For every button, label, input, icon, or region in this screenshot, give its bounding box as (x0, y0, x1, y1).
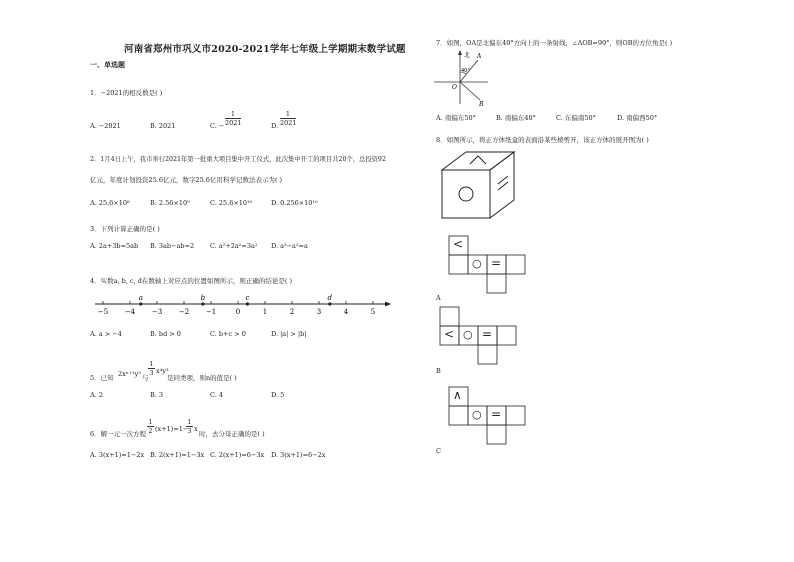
q4-option-b[interactable]: B. bd > 0 (150, 330, 181, 338)
q6-option-b[interactable]: B. 2(x+1)=1−3x (150, 451, 205, 459)
point-a-label: A (477, 53, 482, 60)
net-a-eq-symbol: = (491, 256, 502, 270)
number-line-tick-label: 3 (316, 308, 322, 316)
q6-f2-denominator: 3 (187, 427, 192, 435)
q1-d-numerator: 1 (280, 110, 296, 119)
q7-stem: 7．如图，OA是北偏东40°方向上的一条射线，∠AOB=90°，则OB的方位角是( ) (436, 39, 673, 47)
point-o-label: O (452, 84, 457, 91)
cube-front-face (442, 170, 490, 218)
q6-stem-pre: 6．解一元一次方程 (90, 430, 147, 438)
net-b-eq-symbol: = (482, 327, 493, 341)
number-line-point-label: d (327, 294, 333, 302)
q5-term2-rest: x⁴y³ (156, 367, 169, 375)
q1-option-d-prefix[interactable]: D. (271, 122, 279, 130)
q1-d-denominator: 2021 (280, 119, 297, 127)
q3-option-d[interactable]: D. a³−a²=a (271, 242, 308, 250)
section-heading: 一、单选题 (90, 60, 125, 69)
q3-option-a[interactable]: A. 2a+3b=5ab (90, 242, 139, 250)
q3-stem: 3．下列计算正确的是( ) (90, 225, 160, 233)
q5-term2-numerator: 1 (149, 360, 154, 368)
q5-option-b[interactable]: B. 3 (150, 391, 164, 399)
q5-option-c[interactable]: C. 4 (210, 391, 224, 399)
q8-cube-figure (440, 150, 530, 230)
q6-option-d[interactable]: D. 3(x+1)=6−2x (271, 451, 326, 459)
q7-option-b[interactable]: B. 南偏东40° (496, 114, 536, 122)
north-arrow-icon (458, 50, 462, 55)
q5-term1: 2xⁿ⁺¹y³ (118, 370, 141, 378)
q5-mid: 与 (142, 374, 149, 382)
number-line-tick-label: 2 (289, 308, 295, 316)
q1-option-b[interactable]: B. 2021 (150, 122, 176, 130)
number-line-tick-label: −3 (151, 308, 163, 316)
q7-direction-figure (430, 48, 500, 108)
number-line-tick-label: −4 (124, 308, 136, 316)
q4-option-d[interactable]: D. |a| > |b| (271, 330, 307, 338)
q5-option-a[interactable]: A. 2 (90, 391, 103, 399)
q2-stem-line2: 亿元，年度计划投资25.6亿元，数字25.6亿用科学记数法表示为( ) (90, 176, 283, 184)
q2-option-c[interactable]: C. 25.6×10¹⁰ (210, 199, 253, 207)
q5-stem-pre: 5．已知 (90, 374, 114, 382)
q6-f1-numerator: 1 (148, 418, 153, 426)
number-line-tick-label: 5 (370, 308, 376, 316)
point-b-label: B (479, 101, 484, 108)
angle-label: 40° (461, 68, 470, 74)
number-line-tick-label: −2 (178, 308, 190, 316)
north-label: 北 (464, 52, 471, 59)
q3-option-b[interactable]: B. 3ab−ab=2 (150, 242, 195, 250)
q2-option-a[interactable]: A. 25.6×10⁸ (90, 199, 130, 207)
net-a-circle-icon: ○ (472, 257, 482, 270)
number-line-point (201, 302, 204, 305)
q7-option-c[interactable]: C. 东偏南50° (556, 114, 596, 122)
number-line-tick-label: −1 (205, 308, 217, 316)
q2-stem-line1: 2．1月4日上午，我市举行2021年第一批重大项目集中开工仪式，此次集中开工的项目共20个，总投资92 (90, 156, 386, 163)
q8-option-c-label[interactable]: C (436, 447, 441, 455)
number-line-tick-label: −5 (97, 308, 109, 316)
q3-option-c[interactable]: C. a²+2a²=3a² (210, 242, 258, 250)
q6-equation-mid: (x+1)=1− (155, 425, 189, 433)
net-a-lt-symbol: < (453, 237, 464, 251)
number-line-point (328, 302, 331, 305)
q6-fraction-1 (147, 418, 154, 435)
q8-stem: 8．如图所示，将正方体纸盒的表面沿某些棱剪开，该正方体的展开图为( ) (436, 136, 649, 144)
q1-option-c-fraction (225, 110, 241, 127)
q1-stem: 1．−2021的相反数是( ) (90, 89, 163, 97)
net-b-circle-icon: ○ (463, 328, 473, 341)
q5-term2-fraction (148, 360, 155, 377)
cube-right-face (490, 152, 514, 218)
cube-top-face (442, 152, 514, 170)
q1-option-c-prefix[interactable]: C. − (210, 122, 225, 130)
q6-f2-numerator: 1 (187, 418, 192, 426)
net-b-lt-symbol: < (444, 327, 455, 341)
number-line-point (139, 302, 142, 305)
q1-option-d-fraction (280, 110, 296, 127)
q1-option-a[interactable]: A. −2021 (90, 122, 121, 130)
cube-front-circle-icon (459, 187, 473, 201)
q4-option-c[interactable]: C. b+c > 0 (210, 330, 246, 338)
q6-stem-post: 时，去分母正确的是( ) (199, 430, 265, 438)
q1-c-numerator: 1 (225, 110, 241, 119)
q6-fraction-2 (186, 418, 193, 435)
q6-option-c[interactable]: C. 2(x+1)=6−3x (210, 451, 265, 459)
q5-term2-denominator: 3 (149, 369, 154, 377)
number-line-point (246, 302, 249, 305)
number-line-tick-label: 4 (343, 308, 349, 316)
number-line-point-label: a (138, 294, 143, 302)
page-title: 河南省郑州市巩义市2020-2021学年七年级上学期期末数学试题 (124, 44, 406, 55)
ray-ob (460, 82, 480, 100)
number-line-point-label: c (245, 294, 250, 302)
net-c-circle-icon: ○ (472, 408, 482, 421)
q6-equation-end: x (194, 425, 198, 433)
q2-option-b[interactable]: B. 2.56×10⁹ (150, 199, 190, 207)
q1-c-denominator: 2021 (225, 119, 242, 127)
q7-option-a[interactable]: A. 南偏东50° (436, 114, 476, 122)
net-c-eq-symbol: = (491, 407, 502, 421)
q8-option-a-label[interactable]: A (436, 294, 441, 302)
q8-option-b-label[interactable]: B (436, 367, 441, 375)
q6-option-a[interactable]: A. 3(x+1)=1−2x (90, 451, 145, 459)
q5-option-d[interactable]: D. 5 (271, 391, 285, 399)
q4-option-a[interactable]: A. a > −4 (90, 330, 122, 338)
number-line-point-label: b (200, 294, 206, 302)
q4-stem: 4．实数a, b, c, d在数轴上对应点的位置如图所示，则正确的结论是( ) (90, 277, 293, 285)
net-c-wedge-symbol: ∧ (453, 388, 462, 402)
q2-option-d[interactable]: D. 0.256×10¹⁰ (271, 199, 318, 207)
q4-number-line (95, 292, 395, 322)
number-line-tick-label: 0 (235, 308, 241, 316)
number-line-arrow-icon (385, 302, 391, 307)
q7-option-d[interactable]: D. 南偏西50° (617, 114, 658, 122)
number-line-tick-label: 1 (262, 308, 268, 316)
cube-top-wedge-icon (470, 156, 486, 164)
q5-stem-post: 是同类项，则n的值是( ) (167, 374, 237, 382)
q6-f1-denominator: 2 (148, 427, 153, 435)
